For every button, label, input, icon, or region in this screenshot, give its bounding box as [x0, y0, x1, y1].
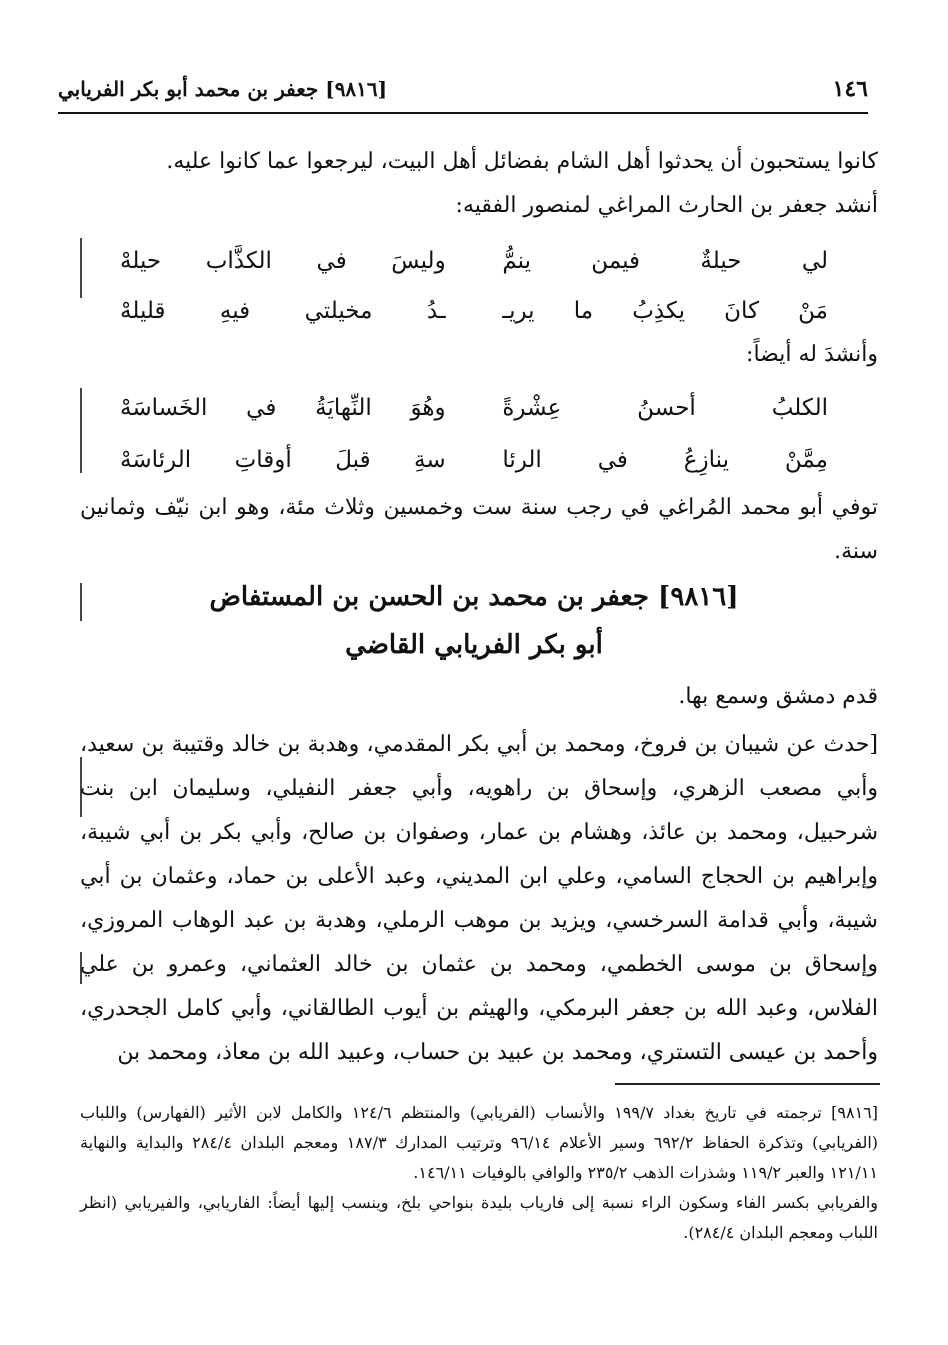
hemistich-right: الكلبُ أحسنُ عِشْرةً [502, 395, 828, 421]
death-note-block [80, 486, 878, 574]
footnote-sources: [٩٨١٦] ترجمته في تاريخ بغداد ١٩٩/٧ والأنساب (الفريابي) والمنتظم ١٢٤/٦ والكامل لابن الأثير (الفهارس) واللباب (الفريابي) وتذكرة الحفاظ ٦٩٢/٢ وسير الأعلام ٩٦/١٤ وترتيب المدارك ١٨٧/٣ ومعجم البلدان ٢٨٤/٤ والبداية والنهاية ١٢١/١١ والعبر ١١٩/٢ وشذرات الذهب ٢٣٥/٢ والوافي بالوفيات ١٤٦/١١. [80, 1103, 879, 1182]
hemistich-left: ـدُ مخيلتي فيهِ قليلهْ [120, 298, 446, 324]
intro-line: كانوا يستحبون أن يحدثوا أهل الشام بفضائل أهل البيت، ليرجعوا عما كانوا عليه. [166, 149, 878, 174]
hemistich-left: وهُوَ النِّهايَةُ في الخَساسَهْ [120, 395, 446, 421]
intro-block [120, 140, 878, 228]
page-header [58, 66, 868, 114]
hemistich-right: مِمَّنْ ينازِعُ في الرئا [502, 447, 828, 473]
entry-body: [حدث عن شيبان بن فروخ، ومحمد بن أبي بكر المقدمي، وهدبة بن خالد وقتيبة بن سعيد، وأبي مصعب الزهري، وإسحاق بن راهويه، وأبي جعفر النفيلي، وسليمان ابن بنت شرحبيل، ومحمد بن عائذ، وهشام بن عمار، وصفوان بن صالح، وأبي بكر بن أبي شيبة، وإبراهيم بن الحجاج السامي، وعلي ابن المديني، وعبد الأعلى بن حماد، وعثمان بن أبي شيبة، وأبي قدامة السرخسي، ويزيد بن موهب الرملي، وهدبة بن عبد الوهاب المروزي، وإسحاق بن موسى الخطمي، ومحمد بن عثمان بن خالد العثماني، وعمرو بن علي الفلاس، وعبد الله بن جعفر البرمكي، والهيثم بن أيوب الطالقاني، وأبي كامل الجحدري، وأحمد بن عيسى التستري، ومحمد بن عبيد بن حساب، وعبيد الله بن معاذ، ومحمد بن [80, 732, 878, 1065]
poem1-verse-2 [120, 286, 828, 336]
entry-title-line-1: [٩٨١٦] جعفر بن محمد بن الحسن بن المستفاض [209, 582, 739, 612]
death-note: توفي أبو محمد المُراغي في رجب سنة ست وخمسين وثلاث مئة، وهو ابن نيّف وثمانين سنة. [80, 495, 878, 564]
entry-arrival: قدم دمشق وسمع بها. [678, 684, 878, 709]
poem2-intro: وأنشدَ له أيضاً: [746, 342, 878, 367]
margin-mark [80, 388, 82, 473]
poem2-verse-1 [120, 383, 828, 433]
margin-mark [80, 238, 82, 298]
footnote-rule [615, 1083, 880, 1085]
hemistich-left: سةِ قبلَ أوقاتِ الرئاسَهْ [120, 447, 446, 473]
poem-attribution: أنشد جعفر بن الحارث المراغي لمنصور الفقيه: [455, 193, 878, 218]
poem1-verse-1 [120, 236, 828, 286]
poem2-intro-block [120, 333, 878, 377]
entry-body-block [80, 675, 878, 1075]
running-title: [٩٨١٦] جعفر بن محمد أبو بكر الفريابي [58, 77, 388, 101]
footnote-nisba: والفريابي بكسر الفاء وسكون الراء نسبة إلى فارياب بليدة بنواحي بلخ، وينسب إليها أيضاً: الفاريابي، والفيريابي (انظر اللباب ومعجم البلدان ٢٨٤/٤). [80, 1193, 878, 1242]
hemistich-right: مَنْ كانَ يكذِبُ ما يريـ [502, 298, 828, 324]
entry-title-line-2: أبو بكر الفريابي القاضي [345, 630, 603, 660]
page-number: ١٤٦ [832, 76, 868, 102]
poem2-verse-2 [120, 435, 828, 485]
footnotes [80, 1098, 878, 1248]
hemistich-left: وليسَ في الكذَّاب حيلهْ [120, 248, 446, 274]
hemistich-right: لي حيلةٌ فيمن ينمُّ [502, 248, 828, 274]
